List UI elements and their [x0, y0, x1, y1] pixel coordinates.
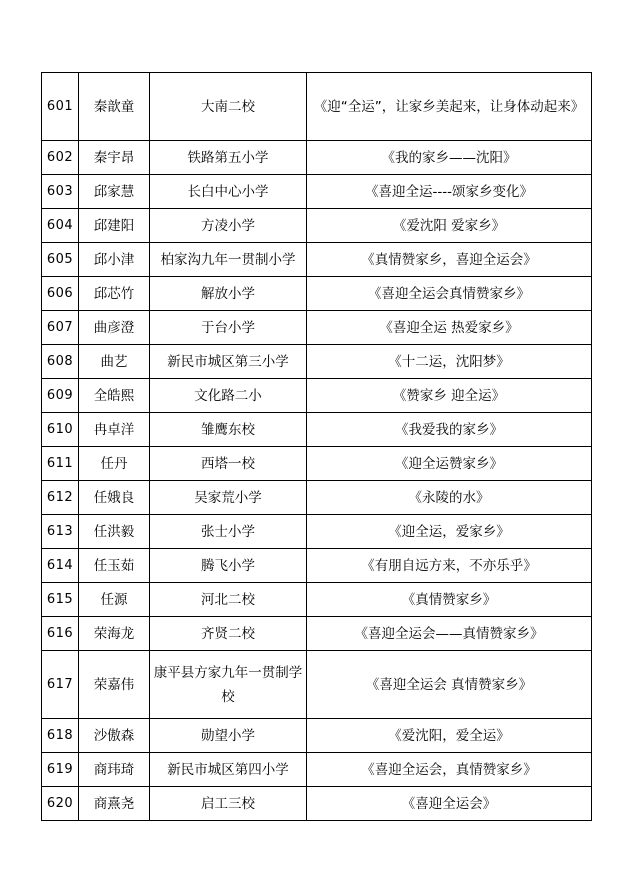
- essay-title: 《有朋自远方来，不亦乐乎》: [307, 549, 592, 583]
- essay-title: 《迎全运赞家乡》: [307, 447, 592, 481]
- school-name: 雏鹰东校: [150, 413, 307, 447]
- table-row: [42, 753, 592, 787]
- table-row: [42, 73, 592, 141]
- essay-title: 《喜迎全运会》: [307, 787, 592, 821]
- school-name: 腾飞小学: [150, 549, 307, 583]
- student-name: 荣海龙: [79, 617, 150, 651]
- student-name: 荣嘉伟: [79, 651, 150, 719]
- student-name: 任洪毅: [79, 515, 150, 549]
- school-name: 吴家荒小学: [150, 481, 307, 515]
- table-row: [42, 719, 592, 753]
- student-name: 冉卓洋: [79, 413, 150, 447]
- school-name: 解放小学: [150, 277, 307, 311]
- table-row: [42, 379, 592, 413]
- student-name: 沙傲森: [79, 719, 150, 753]
- school-name: 长白中心小学: [150, 175, 307, 209]
- school-name: 西塔一校: [150, 447, 307, 481]
- entry-number: 605: [42, 243, 79, 277]
- school-name: 文化路二小: [150, 379, 307, 413]
- essay-title: 《爱沈阳 爱家乡》: [307, 209, 592, 243]
- table-row: [42, 515, 592, 549]
- school-name: 新民市城区第三小学: [150, 345, 307, 379]
- entry-number: 607: [42, 311, 79, 345]
- table-row: [42, 175, 592, 209]
- essay-title: 《喜迎全运会 真情赞家乡》: [307, 651, 592, 719]
- student-name: 全皓熙: [79, 379, 150, 413]
- student-name: 邱建阳: [79, 209, 150, 243]
- table-row: [42, 617, 592, 651]
- essay-title: 《迎全运，爱家乡》: [307, 515, 592, 549]
- table-row: [42, 549, 592, 583]
- table-row: [42, 413, 592, 447]
- student-name: 秦宇昂: [79, 141, 150, 175]
- entry-number: 614: [42, 549, 79, 583]
- student-name: 秦歆童: [79, 73, 150, 141]
- essay-title: 《爱沈阳，爱全运》: [307, 719, 592, 753]
- table-row: [42, 787, 592, 821]
- school-name: 康平县方家九年一贯制学校: [150, 651, 307, 719]
- student-name: 任玉茹: [79, 549, 150, 583]
- entry-number: 617: [42, 651, 79, 719]
- essay-title: 《迎“全运”，让家乡美起来，让身体动起来》: [307, 73, 592, 141]
- entry-number: 616: [42, 617, 79, 651]
- essay-title: 《我爱我的家乡》: [307, 413, 592, 447]
- table-row: [42, 243, 592, 277]
- entry-number: 612: [42, 481, 79, 515]
- table-row: [42, 583, 592, 617]
- entries-table: [41, 72, 592, 821]
- school-name: 方凌小学: [150, 209, 307, 243]
- table-row: [42, 481, 592, 515]
- essay-title: 《十二运，沈阳梦》: [307, 345, 592, 379]
- school-name: 勋望小学: [150, 719, 307, 753]
- entry-number: 602: [42, 141, 79, 175]
- student-name: 商玮琦: [79, 753, 150, 787]
- entry-number: 603: [42, 175, 79, 209]
- school-name: 新民市城区第四小学: [150, 753, 307, 787]
- essay-title: 《我的家乡——沈阳》: [307, 141, 592, 175]
- student-name: 邱芯竹: [79, 277, 150, 311]
- student-name: 任丹: [79, 447, 150, 481]
- essay-title: 《喜迎全运----颂家乡变化》: [307, 175, 592, 209]
- entry-number: 610: [42, 413, 79, 447]
- essay-title: 《真情赞家乡》: [307, 583, 592, 617]
- entry-number: 604: [42, 209, 79, 243]
- entry-number: 608: [42, 345, 79, 379]
- student-name: 邱小津: [79, 243, 150, 277]
- table-row: [42, 447, 592, 481]
- essay-title: 《喜迎全运会——真情赞家乡》: [307, 617, 592, 651]
- entry-number: 609: [42, 379, 79, 413]
- essay-title: 《赞家乡 迎全运》: [307, 379, 592, 413]
- table-row: [42, 209, 592, 243]
- essay-title: 《喜迎全运会真情赞家乡》: [307, 277, 592, 311]
- table-row: [42, 277, 592, 311]
- entry-number: 620: [42, 787, 79, 821]
- entry-number: 618: [42, 719, 79, 753]
- entry-number: 619: [42, 753, 79, 787]
- entry-number: 606: [42, 277, 79, 311]
- student-name: 曲艺: [79, 345, 150, 379]
- essay-title: 《真情赞家乡，喜迎全运会》: [307, 243, 592, 277]
- table-row: [42, 141, 592, 175]
- school-name: 河北二校: [150, 583, 307, 617]
- entry-number: 601: [42, 73, 79, 141]
- school-name: 张士小学: [150, 515, 307, 549]
- entry-number: 615: [42, 583, 79, 617]
- student-name: 任娥良: [79, 481, 150, 515]
- student-name: 任源: [79, 583, 150, 617]
- school-name: 于台小学: [150, 311, 307, 345]
- entry-number: 613: [42, 515, 79, 549]
- school-name: 齐贤二校: [150, 617, 307, 651]
- table-row: [42, 345, 592, 379]
- essay-title: 《喜迎全运 热爱家乡》: [307, 311, 592, 345]
- student-name: 商熹尧: [79, 787, 150, 821]
- essay-title: 《永陵的水》: [307, 481, 592, 515]
- school-name: 大南二校: [150, 73, 307, 141]
- school-name: 柏家沟九年一贯制小学: [150, 243, 307, 277]
- table-row: [42, 311, 592, 345]
- school-name: 启工三校: [150, 787, 307, 821]
- entry-number: 611: [42, 447, 79, 481]
- student-name: 邱家慧: [79, 175, 150, 209]
- school-name: 铁路第五小学: [150, 141, 307, 175]
- student-name: 曲彦澄: [79, 311, 150, 345]
- table-row: [42, 651, 592, 719]
- essay-title: 《喜迎全运会，真情赞家乡》: [307, 753, 592, 787]
